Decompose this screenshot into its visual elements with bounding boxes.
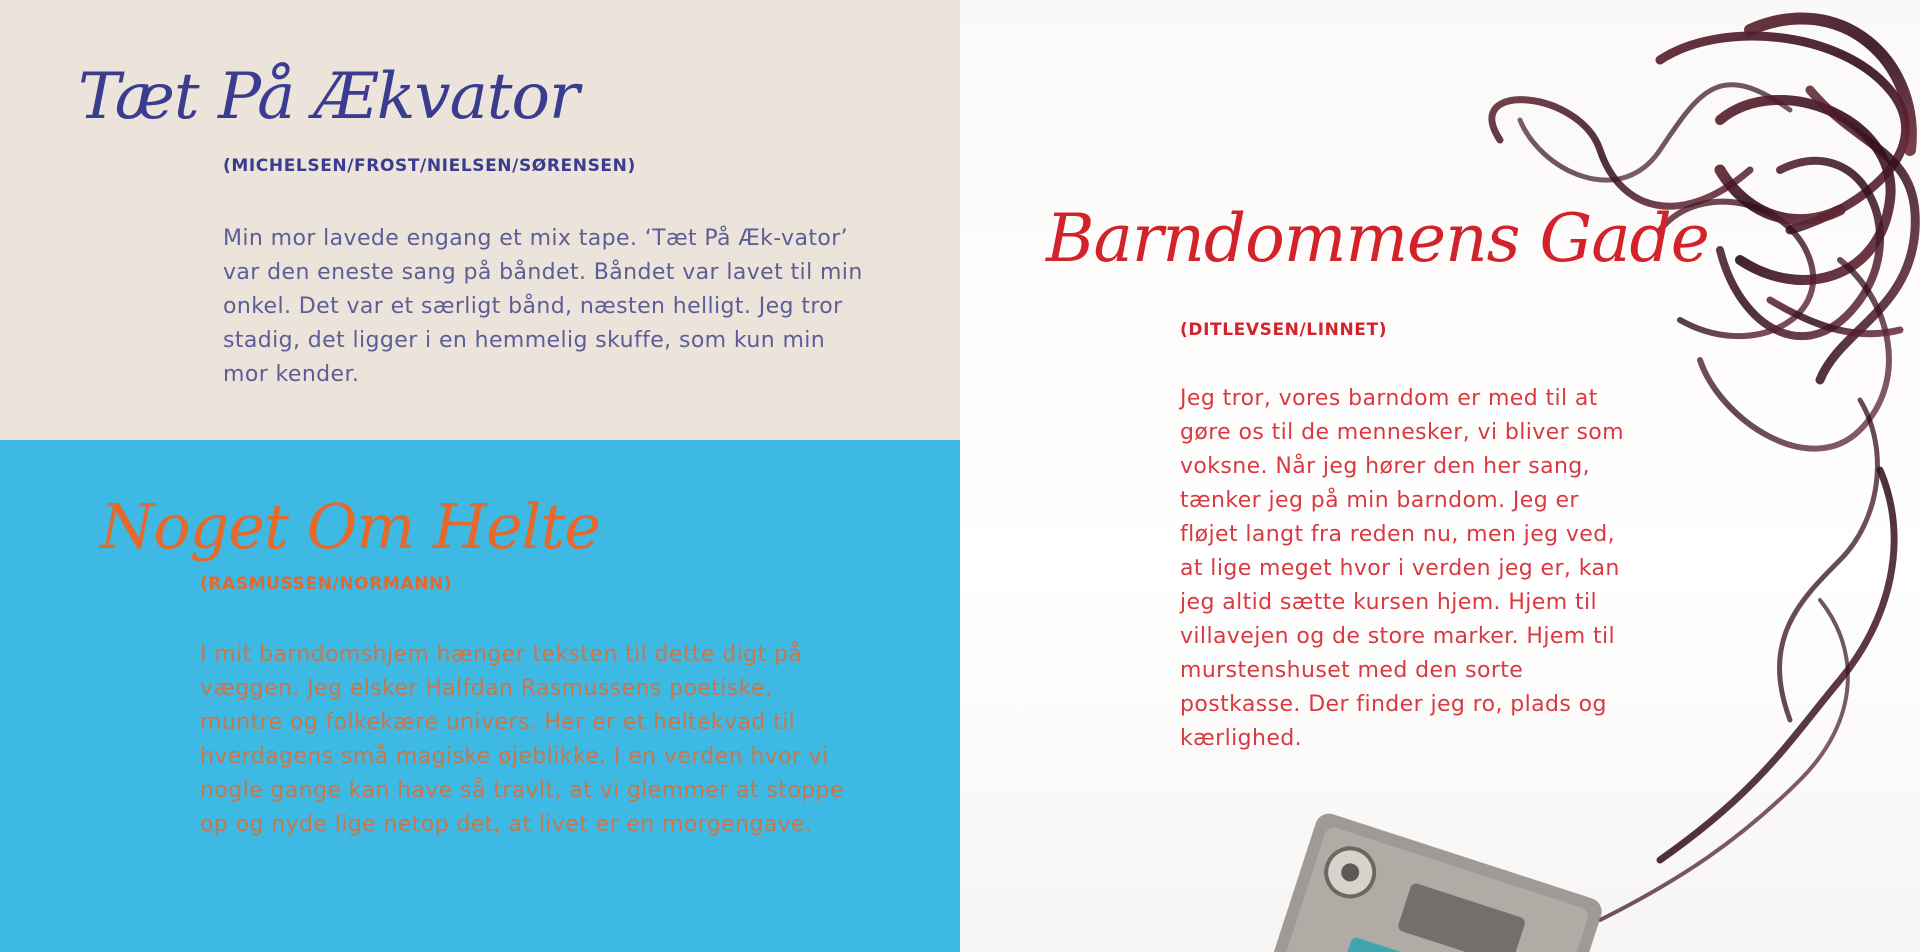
- song-title: Barndommens Gade: [1046, 200, 1709, 277]
- song-credits: (RASMUSSEN/NORMANN): [200, 574, 453, 594]
- song-title: Noget Om Helte: [100, 490, 601, 563]
- song-credits: (MICHELSEN/FROST/NIELSEN/SØRENSEN): [223, 156, 636, 176]
- song-credits: (DITLEVSEN/LINNET): [1180, 320, 1388, 340]
- song-description: I mit barndomshjem hænger teksten til dette digt på væggen. Jeg elsker Halfdan Rasmussens poetiske, muntre og folkekære univers. Her er et heltekvad til hverdagens små magiske øjeblikke. I en verden hvor vi nogle gange kan have så travlt, at vi glemmer at stoppe op og nyde lige netop det, at livet er en morgengave.: [200, 642, 844, 837]
- song-description: Jeg tror, vores barndom er med til at gøre os til de mennesker, vi bliver som voksne. Når jeg hører den her sang, tænker jeg på min barndom. Jeg er fløjet langt fra reden nu, men jeg ved, at lige meget hvor i verden jeg er, kan jeg altid sætte kursen hjem. Hjem til villavejen og de store marker. Hjem til murstenshuset med den sorte postkasse. Der finder jeg ro, plads og kærlighed.: [1180, 386, 1624, 751]
- song-description: Min mor lavede engang et mix tape. ‘Tæt På Æk-vator’ var den eneste sang på båndet. Båndet var lavet til min onkel. Det var et særligt bånd, næsten helligt. Jeg tror stadig, det ligger i en hemmelig skuffe, som kun min mor kender.: [223, 226, 863, 387]
- song-title: Tæt På Ækvator: [78, 60, 579, 134]
